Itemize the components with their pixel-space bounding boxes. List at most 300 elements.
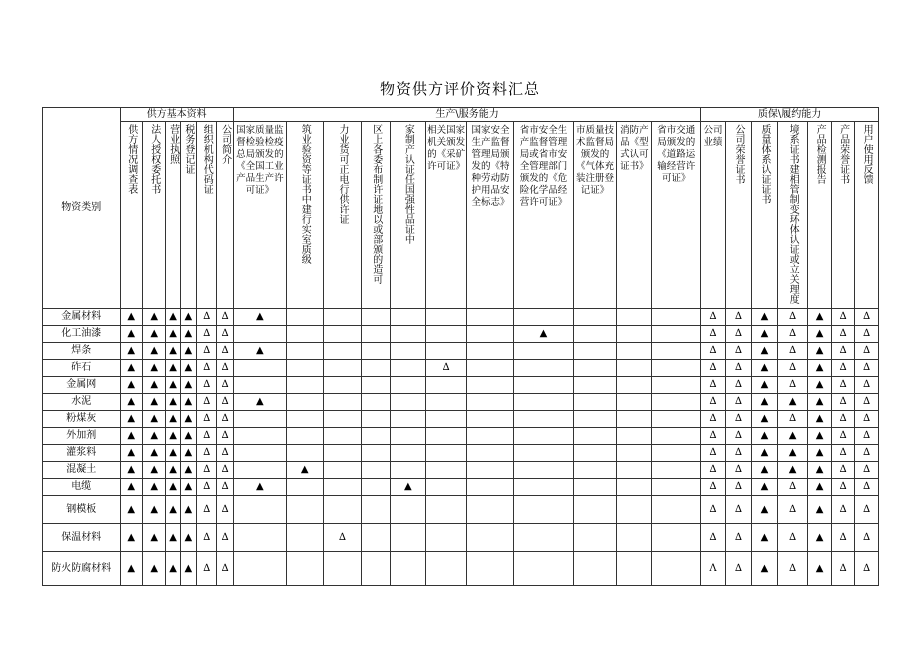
mark-cell: ∆ xyxy=(855,343,879,360)
mark-cell xyxy=(233,411,286,428)
mark-cell: ∆ xyxy=(855,496,879,524)
mark-cell: ▲ xyxy=(752,479,778,496)
mark-cell xyxy=(425,377,467,394)
mark-cell: ∆ xyxy=(197,524,217,552)
mark-cell: ▲ xyxy=(180,552,196,586)
mark-cell: ∆ xyxy=(831,360,854,377)
column-header xyxy=(120,122,142,309)
mark-cell: ▲ xyxy=(120,445,142,462)
mark-cell: ∆ xyxy=(725,343,752,360)
mark-cell: ▲ xyxy=(180,309,196,326)
column-header xyxy=(573,122,617,309)
mark-cell xyxy=(652,445,701,462)
mark-cell: ∆ xyxy=(725,394,752,411)
mark-cell xyxy=(425,524,467,552)
mark-cell: ▲ xyxy=(233,343,286,360)
mark-cell: ▲ xyxy=(180,377,196,394)
mark-cell: ▲ xyxy=(166,411,180,428)
mark-cell: ▲ xyxy=(166,394,180,411)
mark-cell xyxy=(233,445,286,462)
column-header xyxy=(514,122,573,309)
column-header xyxy=(617,122,652,309)
mark-cell xyxy=(390,309,425,326)
mark-cell: ∆ xyxy=(701,394,725,411)
mark-cell: ∆ xyxy=(831,462,854,479)
mark-cell: ∆ xyxy=(831,496,854,524)
mark-cell: ▲ xyxy=(777,445,808,462)
column-header-label: 用户使用反馈 xyxy=(861,124,873,184)
mark-cell: ∆ xyxy=(217,326,233,343)
mark-cell xyxy=(233,496,286,524)
column-header-label: 省市交通局颁发的《道路运输经营许可证》 xyxy=(657,125,696,184)
mark-cell: ▲ xyxy=(752,377,778,394)
mark-cell: ▲ xyxy=(142,552,165,586)
table-row xyxy=(43,309,879,326)
mark-cell: ▲ xyxy=(120,462,142,479)
mark-cell: ∆ xyxy=(725,479,752,496)
mark-cell xyxy=(573,552,617,586)
mark-cell: ∆ xyxy=(217,394,233,411)
mark-cell xyxy=(514,343,573,360)
mark-cell xyxy=(652,428,701,445)
mark-cell xyxy=(467,326,514,343)
mark-cell: ∆ xyxy=(197,462,217,479)
mark-cell: ▲ xyxy=(142,428,165,445)
mark-cell xyxy=(286,445,323,462)
column-header xyxy=(217,122,233,309)
mark-cell: ∆ xyxy=(831,552,854,586)
column-header-label: 力业货可正电行供许证 xyxy=(337,124,349,224)
mark-cell xyxy=(573,445,617,462)
mark-cell: ∆ xyxy=(855,411,879,428)
column-header xyxy=(831,122,854,309)
mark-cell xyxy=(323,411,362,428)
mark-cell: ▲ xyxy=(120,309,142,326)
mark-cell xyxy=(652,479,701,496)
mark-cell xyxy=(362,496,391,524)
mark-cell xyxy=(617,309,652,326)
mark-cell: ∆ xyxy=(777,309,808,326)
mark-cell xyxy=(323,326,362,343)
mark-cell: ∆ xyxy=(725,360,752,377)
mark-cell xyxy=(362,411,391,428)
mark-cell: ▲ xyxy=(180,428,196,445)
mark-cell: ▲ xyxy=(752,462,778,479)
mark-cell xyxy=(233,524,286,552)
column-header-label: 公司荣誉证书 xyxy=(733,124,744,184)
table-row xyxy=(43,462,879,479)
mark-cell: ▲ xyxy=(166,326,180,343)
mark-cell: ∆ xyxy=(725,411,752,428)
mark-cell: ▲ xyxy=(166,343,180,360)
mark-cell xyxy=(617,479,652,496)
mark-cell: ▲ xyxy=(233,309,286,326)
mark-cell xyxy=(425,411,467,428)
mark-cell xyxy=(362,326,391,343)
mark-cell xyxy=(390,377,425,394)
mark-cell: ▲ xyxy=(142,377,165,394)
mark-cell xyxy=(362,309,391,326)
mark-cell: ∆ xyxy=(217,411,233,428)
mark-cell: ∆ xyxy=(777,343,808,360)
mark-cell xyxy=(652,394,701,411)
mark-cell xyxy=(467,377,514,394)
mark-cell xyxy=(390,411,425,428)
mark-cell xyxy=(514,394,573,411)
mark-cell: ▲ xyxy=(120,411,142,428)
column-header xyxy=(725,122,752,309)
category-cell: 混凝土 xyxy=(43,462,121,479)
mark-cell: ∆ xyxy=(777,524,808,552)
mark-cell xyxy=(425,552,467,586)
mark-cell: ▲ xyxy=(752,552,778,586)
mark-cell: ▲ xyxy=(286,462,323,479)
mark-cell: ▲ xyxy=(180,496,196,524)
mark-cell: ▲ xyxy=(180,524,196,552)
mark-cell: ▲ xyxy=(120,394,142,411)
mark-cell: ∆ xyxy=(217,496,233,524)
mark-cell xyxy=(652,411,701,428)
mark-cell xyxy=(467,479,514,496)
mark-cell: ∆ xyxy=(425,360,467,377)
mark-cell: ▲ xyxy=(777,428,808,445)
mark-cell: ∆ xyxy=(777,479,808,496)
mark-cell xyxy=(286,394,323,411)
table-row xyxy=(43,524,879,552)
mark-cell: ∆ xyxy=(701,462,725,479)
mark-cell: ∆ xyxy=(701,377,725,394)
category-cell: 砟石 xyxy=(43,360,121,377)
column-header xyxy=(286,122,323,309)
mark-cell xyxy=(617,445,652,462)
mark-cell: ▲ xyxy=(166,524,180,552)
mark-cell xyxy=(573,309,617,326)
mark-cell: ∆ xyxy=(855,360,879,377)
mark-cell xyxy=(573,343,617,360)
mark-cell: ∆ xyxy=(725,445,752,462)
mark-cell: ∆ xyxy=(197,445,217,462)
mark-cell: ▲ xyxy=(120,343,142,360)
mark-cell xyxy=(573,428,617,445)
mark-cell xyxy=(573,360,617,377)
table-row xyxy=(43,343,879,360)
group-header: 质保\履约能力 xyxy=(701,108,879,122)
column-header xyxy=(855,122,879,309)
column-header-row xyxy=(43,122,879,309)
page-title: 物资供方评价资料汇总 xyxy=(379,80,540,98)
mark-cell xyxy=(617,462,652,479)
mark-cell: ▲ xyxy=(166,552,180,586)
mark-cell xyxy=(467,552,514,586)
mark-cell: ▲ xyxy=(142,479,165,496)
mark-cell xyxy=(233,326,286,343)
mark-cell: ▲ xyxy=(166,377,180,394)
mark-cell: ▲ xyxy=(233,394,286,411)
mark-cell: ▲ xyxy=(142,326,165,343)
column-header xyxy=(180,122,196,309)
mark-cell: ∆ xyxy=(217,524,233,552)
mark-cell: ▲ xyxy=(752,326,778,343)
mark-cell xyxy=(652,309,701,326)
mark-cell: ▲ xyxy=(180,479,196,496)
mark-cell: ▲ xyxy=(166,360,180,377)
category-cell: 保温材料 xyxy=(43,524,121,552)
mark-cell: ▲ xyxy=(180,360,196,377)
column-header xyxy=(233,122,286,309)
mark-cell: ∆ xyxy=(855,445,879,462)
mark-cell xyxy=(573,462,617,479)
column-header xyxy=(652,122,701,309)
mark-cell: ∆ xyxy=(701,326,725,343)
mark-cell xyxy=(467,360,514,377)
column-header-label: 境系证书建相管制变环体认证或立关理度 xyxy=(787,124,799,304)
column-header xyxy=(701,122,725,309)
mark-cell: ▲ xyxy=(808,462,831,479)
mark-cell xyxy=(286,377,323,394)
mark-cell xyxy=(467,462,514,479)
mark-cell xyxy=(617,524,652,552)
mark-cell xyxy=(390,496,425,524)
mark-cell xyxy=(514,479,573,496)
mark-cell xyxy=(617,496,652,524)
mark-cell: ∆ xyxy=(701,411,725,428)
mark-cell: ▲ xyxy=(142,524,165,552)
mark-cell: ∆ xyxy=(855,552,879,586)
category-cell: 电缆 xyxy=(43,479,121,496)
mark-cell xyxy=(362,524,391,552)
mark-cell: ▲ xyxy=(142,343,165,360)
mark-cell xyxy=(514,552,573,586)
mark-cell xyxy=(286,552,323,586)
mark-cell: ∆ xyxy=(831,524,854,552)
column-header-label: 消防产品《型式认可证书》 xyxy=(620,125,649,172)
mark-cell xyxy=(233,428,286,445)
mark-cell: ∆ xyxy=(777,377,808,394)
mark-cell: ▲ xyxy=(752,309,778,326)
mark-cell: ▲ xyxy=(808,411,831,428)
mark-cell xyxy=(467,343,514,360)
table-row xyxy=(43,428,879,445)
table-row xyxy=(43,411,879,428)
table-row xyxy=(43,360,879,377)
mark-cell: ∆ xyxy=(855,428,879,445)
mark-cell: ▲ xyxy=(180,343,196,360)
mark-cell: ▲ xyxy=(752,343,778,360)
column-header-label: 国家安全生产监督管理局颁发的《特种劳动防护用品安全标志》 xyxy=(471,125,510,208)
mark-cell: ∆ xyxy=(217,462,233,479)
mark-cell: ▲ xyxy=(142,309,165,326)
mark-cell: ∆ xyxy=(855,377,879,394)
category-cell: 金属材料 xyxy=(43,309,121,326)
mark-cell: ∆ xyxy=(777,411,808,428)
mark-cell: ▲ xyxy=(777,394,808,411)
mark-cell xyxy=(390,394,425,411)
mark-cell: ▲ xyxy=(808,343,831,360)
mark-cell: ▲ xyxy=(752,394,778,411)
column-header-label: 省市安全生产监督管理局或省市安全管理部门颁发的《危险化学品经营许可证》 xyxy=(519,125,568,208)
mark-cell xyxy=(323,445,362,462)
mark-cell: ∆ xyxy=(831,377,854,394)
mark-cell xyxy=(425,394,467,411)
mark-cell xyxy=(652,343,701,360)
mark-cell xyxy=(323,360,362,377)
mark-cell: ∆ xyxy=(777,496,808,524)
column-header-label: 税务登记证 xyxy=(182,124,194,174)
mark-cell: ∆ xyxy=(855,524,879,552)
mark-cell: ▲ xyxy=(166,428,180,445)
mark-cell xyxy=(652,326,701,343)
mark-cell: ▲ xyxy=(180,462,196,479)
category-header: 物资类别 xyxy=(43,108,121,309)
mark-cell: ∆ xyxy=(217,552,233,586)
mark-cell xyxy=(617,411,652,428)
mark-cell: ▲ xyxy=(142,394,165,411)
mark-cell: ∆ xyxy=(725,326,752,343)
mark-cell xyxy=(425,479,467,496)
mark-cell: ▲ xyxy=(120,524,142,552)
group-header: 供方基本资料 xyxy=(120,108,233,122)
column-header-label: 产品荣誉证书 xyxy=(837,124,849,184)
mark-cell: ▲ xyxy=(120,479,142,496)
mark-cell: ∆ xyxy=(197,552,217,586)
mark-cell xyxy=(573,377,617,394)
mark-cell xyxy=(514,428,573,445)
mark-cell: ∆ xyxy=(217,445,233,462)
mark-cell xyxy=(286,309,323,326)
column-header xyxy=(197,122,217,309)
mark-cell xyxy=(323,377,362,394)
category-cell: 水泥 xyxy=(43,394,121,411)
mark-cell: ∆ xyxy=(831,326,854,343)
column-header xyxy=(808,122,831,309)
mark-cell xyxy=(514,445,573,462)
mark-cell xyxy=(467,445,514,462)
mark-cell xyxy=(617,394,652,411)
mark-cell xyxy=(233,462,286,479)
mark-cell xyxy=(323,479,362,496)
mark-cell: ∆ xyxy=(855,394,879,411)
mark-cell xyxy=(573,394,617,411)
column-header-label: 区上各委布制许证地以或部颁的造可 xyxy=(370,124,382,284)
mark-cell xyxy=(652,360,701,377)
column-header-label: 筑业验资等证书中建行实室质级 xyxy=(299,124,311,264)
mark-cell xyxy=(467,309,514,326)
mark-cell xyxy=(652,552,701,586)
mark-cell xyxy=(467,394,514,411)
mark-cell: ▲ xyxy=(777,462,808,479)
mark-cell xyxy=(233,360,286,377)
mark-cell xyxy=(425,326,467,343)
mark-cell xyxy=(323,462,362,479)
mark-cell: ∆ xyxy=(197,428,217,445)
mark-cell xyxy=(514,496,573,524)
column-header-label: 质量体系认证证书 xyxy=(759,124,771,204)
mark-cell: ▲ xyxy=(752,496,778,524)
mark-cell xyxy=(286,411,323,428)
mark-cell: ▲ xyxy=(166,496,180,524)
column-header-label: 家制产认证任国强性品证中 xyxy=(402,124,414,244)
mark-cell: ▲ xyxy=(808,309,831,326)
mark-cell xyxy=(286,496,323,524)
mark-cell: ∆ xyxy=(197,343,217,360)
category-cell: 防火防腐材料 xyxy=(43,552,121,586)
mark-cell xyxy=(390,462,425,479)
mark-cell: ▲ xyxy=(120,552,142,586)
mark-cell xyxy=(286,479,323,496)
mark-cell: ▲ xyxy=(142,462,165,479)
mark-cell xyxy=(390,445,425,462)
mark-cell xyxy=(514,524,573,552)
mark-cell: ∆ xyxy=(701,524,725,552)
mark-cell: ▲ xyxy=(752,360,778,377)
column-header xyxy=(362,122,391,309)
mark-cell xyxy=(323,394,362,411)
supplier-evaluation-table xyxy=(42,107,879,586)
category-cell: 化工油漆 xyxy=(43,326,121,343)
mark-cell: ∆ xyxy=(197,411,217,428)
mark-cell: ∆ xyxy=(831,445,854,462)
category-cell: 灌浆料 xyxy=(43,445,121,462)
mark-cell: ▲ xyxy=(142,411,165,428)
mark-cell xyxy=(323,343,362,360)
mark-cell: ∆ xyxy=(701,479,725,496)
mark-cell: ▲ xyxy=(142,360,165,377)
mark-cell: ∆ xyxy=(701,496,725,524)
mark-cell: ∆ xyxy=(855,326,879,343)
mark-cell xyxy=(425,343,467,360)
column-header-label: 相关国家机关颁发的《采矿许可证》 xyxy=(427,125,466,172)
mark-cell xyxy=(514,309,573,326)
mark-cell: ▲ xyxy=(808,360,831,377)
mark-cell xyxy=(362,428,391,445)
mark-cell xyxy=(390,552,425,586)
mark-cell xyxy=(573,479,617,496)
mark-cell: ▲ xyxy=(120,428,142,445)
mark-cell xyxy=(390,326,425,343)
mark-cell: ∆ xyxy=(197,377,217,394)
mark-cell: ∆ xyxy=(855,309,879,326)
table-row xyxy=(43,496,879,524)
mark-cell: ▲ xyxy=(808,326,831,343)
mark-cell xyxy=(362,462,391,479)
mark-cell xyxy=(233,552,286,586)
mark-cell: ▲ xyxy=(808,552,831,586)
column-header-label: 市质量技术监督局颁发的《气体充装注册登记证》 xyxy=(576,125,615,196)
mark-cell: ∆ xyxy=(197,479,217,496)
mark-cell: ▲ xyxy=(808,377,831,394)
mark-cell xyxy=(573,496,617,524)
mark-cell: ∆ xyxy=(831,428,854,445)
mark-cell xyxy=(652,524,701,552)
mark-cell: ∆ xyxy=(323,524,362,552)
mark-cell: ▲ xyxy=(166,462,180,479)
mark-cell: ∆ xyxy=(701,360,725,377)
mark-cell xyxy=(573,411,617,428)
column-header xyxy=(752,122,778,309)
mark-cell xyxy=(425,309,467,326)
mark-cell xyxy=(617,377,652,394)
mark-cell xyxy=(286,428,323,445)
mark-cell: ∆ xyxy=(831,394,854,411)
mark-cell: Λ xyxy=(701,552,725,586)
mark-cell: ∆ xyxy=(197,496,217,524)
mark-cell xyxy=(425,445,467,462)
mark-cell: ∆ xyxy=(855,479,879,496)
mark-cell: ∆ xyxy=(831,343,854,360)
mark-cell xyxy=(362,343,391,360)
mark-cell: ∆ xyxy=(777,326,808,343)
mark-cell xyxy=(362,552,391,586)
